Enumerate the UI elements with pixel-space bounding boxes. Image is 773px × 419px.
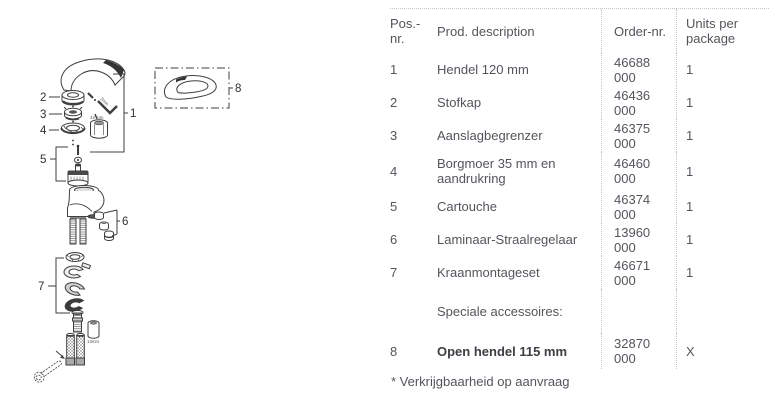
description-cell: Cartouche xyxy=(437,199,497,214)
socket-32mm-tool xyxy=(90,115,108,138)
svg-text:2: 2 xyxy=(40,92,47,104)
aerator-part xyxy=(95,212,114,241)
order-nr-cell: 46374 000 xyxy=(601,190,676,223)
dust-cap-part xyxy=(62,91,84,106)
order-nr-cell: 32870 000 xyxy=(601,333,676,369)
callout-1 xyxy=(90,74,136,152)
pos-cell: 2 xyxy=(390,95,398,110)
units-cell: 1 xyxy=(676,53,769,86)
header-units-per-package: Units per package xyxy=(676,9,769,53)
svg-text:6: 6 xyxy=(122,216,129,228)
wrench-tool xyxy=(32,358,64,384)
pos-cell: 7 xyxy=(390,265,398,280)
callout-2 xyxy=(40,92,60,104)
order-nr-cell: 13960 000 xyxy=(601,223,676,256)
pos-cell: 8 xyxy=(390,343,398,359)
socket-13mm-tool xyxy=(87,321,100,344)
socket-small-size-label: 13mm xyxy=(87,339,100,344)
faucet-exploded-diagram xyxy=(0,0,385,419)
description-cell: Borgmoer 35 mm en aandrukring xyxy=(437,156,556,186)
pos-cell: 3 xyxy=(390,128,398,143)
pos-cell: 1 xyxy=(390,62,398,77)
special-accessories-row xyxy=(390,289,769,333)
table-row xyxy=(390,333,769,369)
callout-8 xyxy=(229,83,241,95)
table-row xyxy=(390,119,769,152)
svg-text:8: 8 xyxy=(235,83,242,95)
hex-key-tool xyxy=(98,96,117,113)
order-nr-cell xyxy=(601,289,676,333)
order-nr-cell: 46688 000 xyxy=(601,53,676,86)
units-cell xyxy=(676,289,769,333)
svg-text:3: 3 xyxy=(40,109,47,121)
description-cell: Hendel 120 mm xyxy=(437,62,529,77)
description-cell: Laminaar-Straalregelaar xyxy=(437,232,578,247)
units-cell: 1 xyxy=(676,223,769,256)
units-cell: 1 xyxy=(676,152,769,190)
callout-4 xyxy=(40,125,59,137)
connection-hoses xyxy=(66,333,85,365)
units-cell: 1 xyxy=(676,86,769,119)
units-cell: X xyxy=(676,333,769,369)
section-label: Speciale accessoires: xyxy=(437,303,563,319)
callout-5 xyxy=(40,147,68,181)
table-row xyxy=(390,86,769,119)
order-nr-cell: 46436 000 xyxy=(601,86,676,119)
description-cell: Stofkap xyxy=(437,95,482,110)
mounting-set-part xyxy=(64,253,91,333)
socket-size-label: 32 mm xyxy=(90,115,104,120)
order-nr-cell: 46375 000 xyxy=(601,119,676,152)
cartridge-part xyxy=(68,145,88,186)
pointer-arrow xyxy=(56,351,65,359)
units-cell: 1 xyxy=(676,256,769,289)
units-cell: 1 xyxy=(676,119,769,152)
table-row xyxy=(390,152,769,190)
table-row xyxy=(390,190,769,223)
svg-text:5: 5 xyxy=(40,154,47,166)
order-nr-cell: 46460 000 xyxy=(601,152,676,190)
header-order-nr: Order-nr. xyxy=(601,9,676,53)
svg-text:4: 4 xyxy=(40,125,47,137)
table-row xyxy=(390,223,769,256)
lock-nut-part xyxy=(62,123,85,133)
description-cell: Aanslagbegrenzer xyxy=(437,128,543,143)
callout-3 xyxy=(40,109,62,121)
order-nr-cell: 46671 000 xyxy=(601,256,676,289)
pos-cell: 6 xyxy=(390,232,398,247)
description-cell: Kraanmontageset xyxy=(437,265,540,280)
units-cell: 1 xyxy=(676,190,769,223)
stop-limiter-part xyxy=(64,107,82,119)
description-cell: Open hendel 115 mm xyxy=(437,343,568,359)
pos-cell: 4 xyxy=(390,163,398,179)
open-handle-accessory xyxy=(155,68,229,108)
pos-cell xyxy=(390,289,437,333)
availability-footnote: * Verkrijgbaarheid op aanvraag xyxy=(391,374,570,389)
header-prod-description: Prod. description xyxy=(437,23,535,39)
table-row xyxy=(390,256,769,289)
header-pos-nr: Pos.-nr. xyxy=(390,16,421,46)
table-row xyxy=(390,53,769,86)
svg-text:1: 1 xyxy=(130,108,137,120)
pos-cell: 5 xyxy=(390,199,398,214)
handle-part xyxy=(61,59,125,95)
hex-key-size-label: 3mm xyxy=(99,96,110,107)
table-header-row xyxy=(390,9,769,53)
svg-text:7: 7 xyxy=(38,281,45,293)
parts-table xyxy=(390,8,769,389)
